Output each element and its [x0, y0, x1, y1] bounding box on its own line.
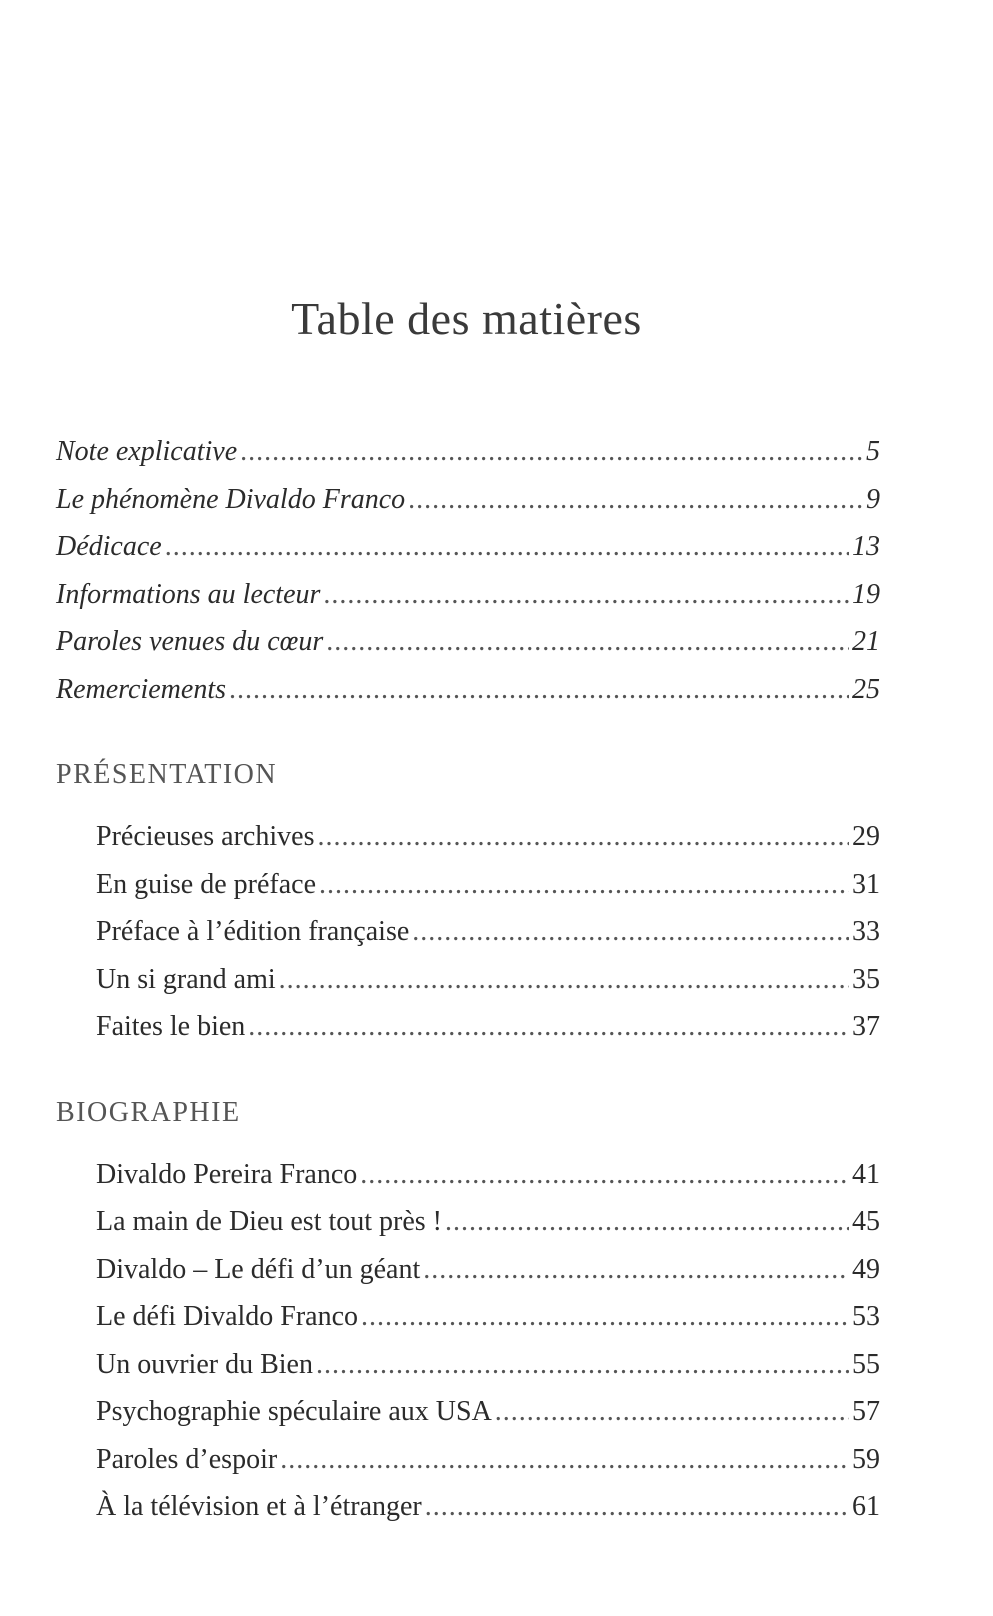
toc-entry-label: Divaldo Pereira Franco: [96, 1158, 358, 1190]
toc-entry: [56, 956, 880, 1004]
toc-entry-label: Dédicace: [56, 531, 162, 562]
dot-leader: [280, 1436, 849, 1484]
toc-entry: [56, 908, 880, 956]
toc-entry: [56, 428, 880, 476]
table-of-contents: [56, 428, 880, 1531]
toc-page-number: 5: [866, 436, 880, 467]
dot-leader: [317, 813, 849, 861]
toc-page-number: 33: [852, 916, 880, 947]
dot-leader: [408, 476, 863, 524]
toc-page-number: 31: [852, 868, 880, 900]
dot-leader: [326, 618, 849, 666]
toc-entry: [56, 1341, 880, 1389]
dot-leader: [248, 1003, 849, 1051]
toc-entry-label: Paroles d’espoir: [96, 1443, 278, 1475]
dot-leader: [445, 1198, 849, 1246]
toc-entry: [56, 813, 880, 861]
toc-entry: [56, 1388, 880, 1436]
toc-page-number: 13: [852, 531, 880, 562]
dot-leader: [495, 1388, 849, 1436]
toc-entry-label: Note explicative: [56, 436, 238, 467]
toc-entry: [56, 1003, 880, 1051]
toc-entry: [56, 618, 880, 666]
toc-page-number: 53: [852, 1301, 880, 1332]
dot-leader: [229, 666, 849, 714]
toc-entry-label: Faites le bien: [96, 1011, 246, 1042]
toc-entry-label: Préface à l’édition française: [96, 916, 410, 947]
section-heading-presentation: PRÉSENTATION: [56, 759, 278, 790]
toc-entry-label: Un si grand ami: [96, 963, 276, 995]
toc-entry: [56, 666, 880, 714]
toc-entry: [56, 571, 880, 619]
dot-leader: [240, 428, 863, 476]
toc-page-number: 61: [852, 1491, 880, 1522]
toc-page-number: 21: [852, 626, 880, 657]
dot-leader: [425, 1483, 849, 1531]
dot-leader: [423, 1246, 849, 1294]
toc-page-number: 37: [852, 1011, 880, 1042]
toc-entry-label: Précieuses archives: [96, 821, 315, 852]
toc-entry-label: Divaldo – Le défi d’un géant: [96, 1253, 421, 1285]
toc-entry: [56, 1151, 880, 1199]
toc-page-number: 35: [852, 963, 880, 995]
toc-entry-label: Un ouvrier du Bien: [96, 1348, 313, 1380]
toc-entry-label: À la télévision et à l’étranger: [96, 1491, 422, 1522]
toc-entry: [56, 476, 880, 524]
toc-page-number: 45: [852, 1206, 880, 1237]
toc-entry: [56, 1293, 880, 1341]
dot-leader: [165, 523, 849, 571]
toc-entry-label: Informations au lecteur: [56, 578, 321, 610]
toc-entry-label: Le défi Divaldo Franco: [96, 1301, 359, 1332]
dot-leader: [323, 571, 849, 619]
toc-entry-label: Le phénomène Divaldo Franco: [56, 483, 406, 515]
toc-entry: [56, 1483, 880, 1531]
toc-page-number: 9: [866, 483, 880, 515]
toc-page-number: 55: [852, 1348, 880, 1380]
dot-leader: [361, 1293, 849, 1341]
dot-leader: [360, 1151, 849, 1199]
toc-entry: [56, 1436, 880, 1484]
section-heading-biographie: BIOGRAPHIE: [56, 1096, 241, 1128]
toc-entry: [56, 523, 880, 571]
toc-entry-label: Paroles venues du cœur: [56, 626, 324, 657]
toc-entry: [56, 1246, 880, 1294]
toc-page-number: 29: [852, 821, 880, 852]
page-title: Table des matières: [291, 293, 642, 344]
toc-entry-label: Remerciements: [56, 673, 226, 705]
dot-leader: [279, 956, 849, 1004]
toc-entry: [56, 1198, 880, 1246]
toc-entry-label: La main de Dieu est tout près !: [96, 1206, 443, 1237]
toc-entry-label: En guise de préface: [96, 868, 316, 900]
toc-entry-label: Psychographie spéculaire aux USA: [96, 1396, 492, 1427]
dot-leader: [319, 861, 849, 909]
dot-leader: [316, 1341, 849, 1389]
toc-page-number: 41: [852, 1158, 880, 1190]
toc-page-number: 49: [852, 1253, 880, 1285]
toc-page-number: 19: [852, 578, 880, 610]
toc-page-number: 57: [852, 1396, 880, 1427]
dot-leader: [412, 908, 849, 956]
toc-entry: [56, 861, 880, 909]
toc-page-number: 59: [852, 1443, 880, 1475]
toc-page-number: 25: [852, 673, 880, 705]
